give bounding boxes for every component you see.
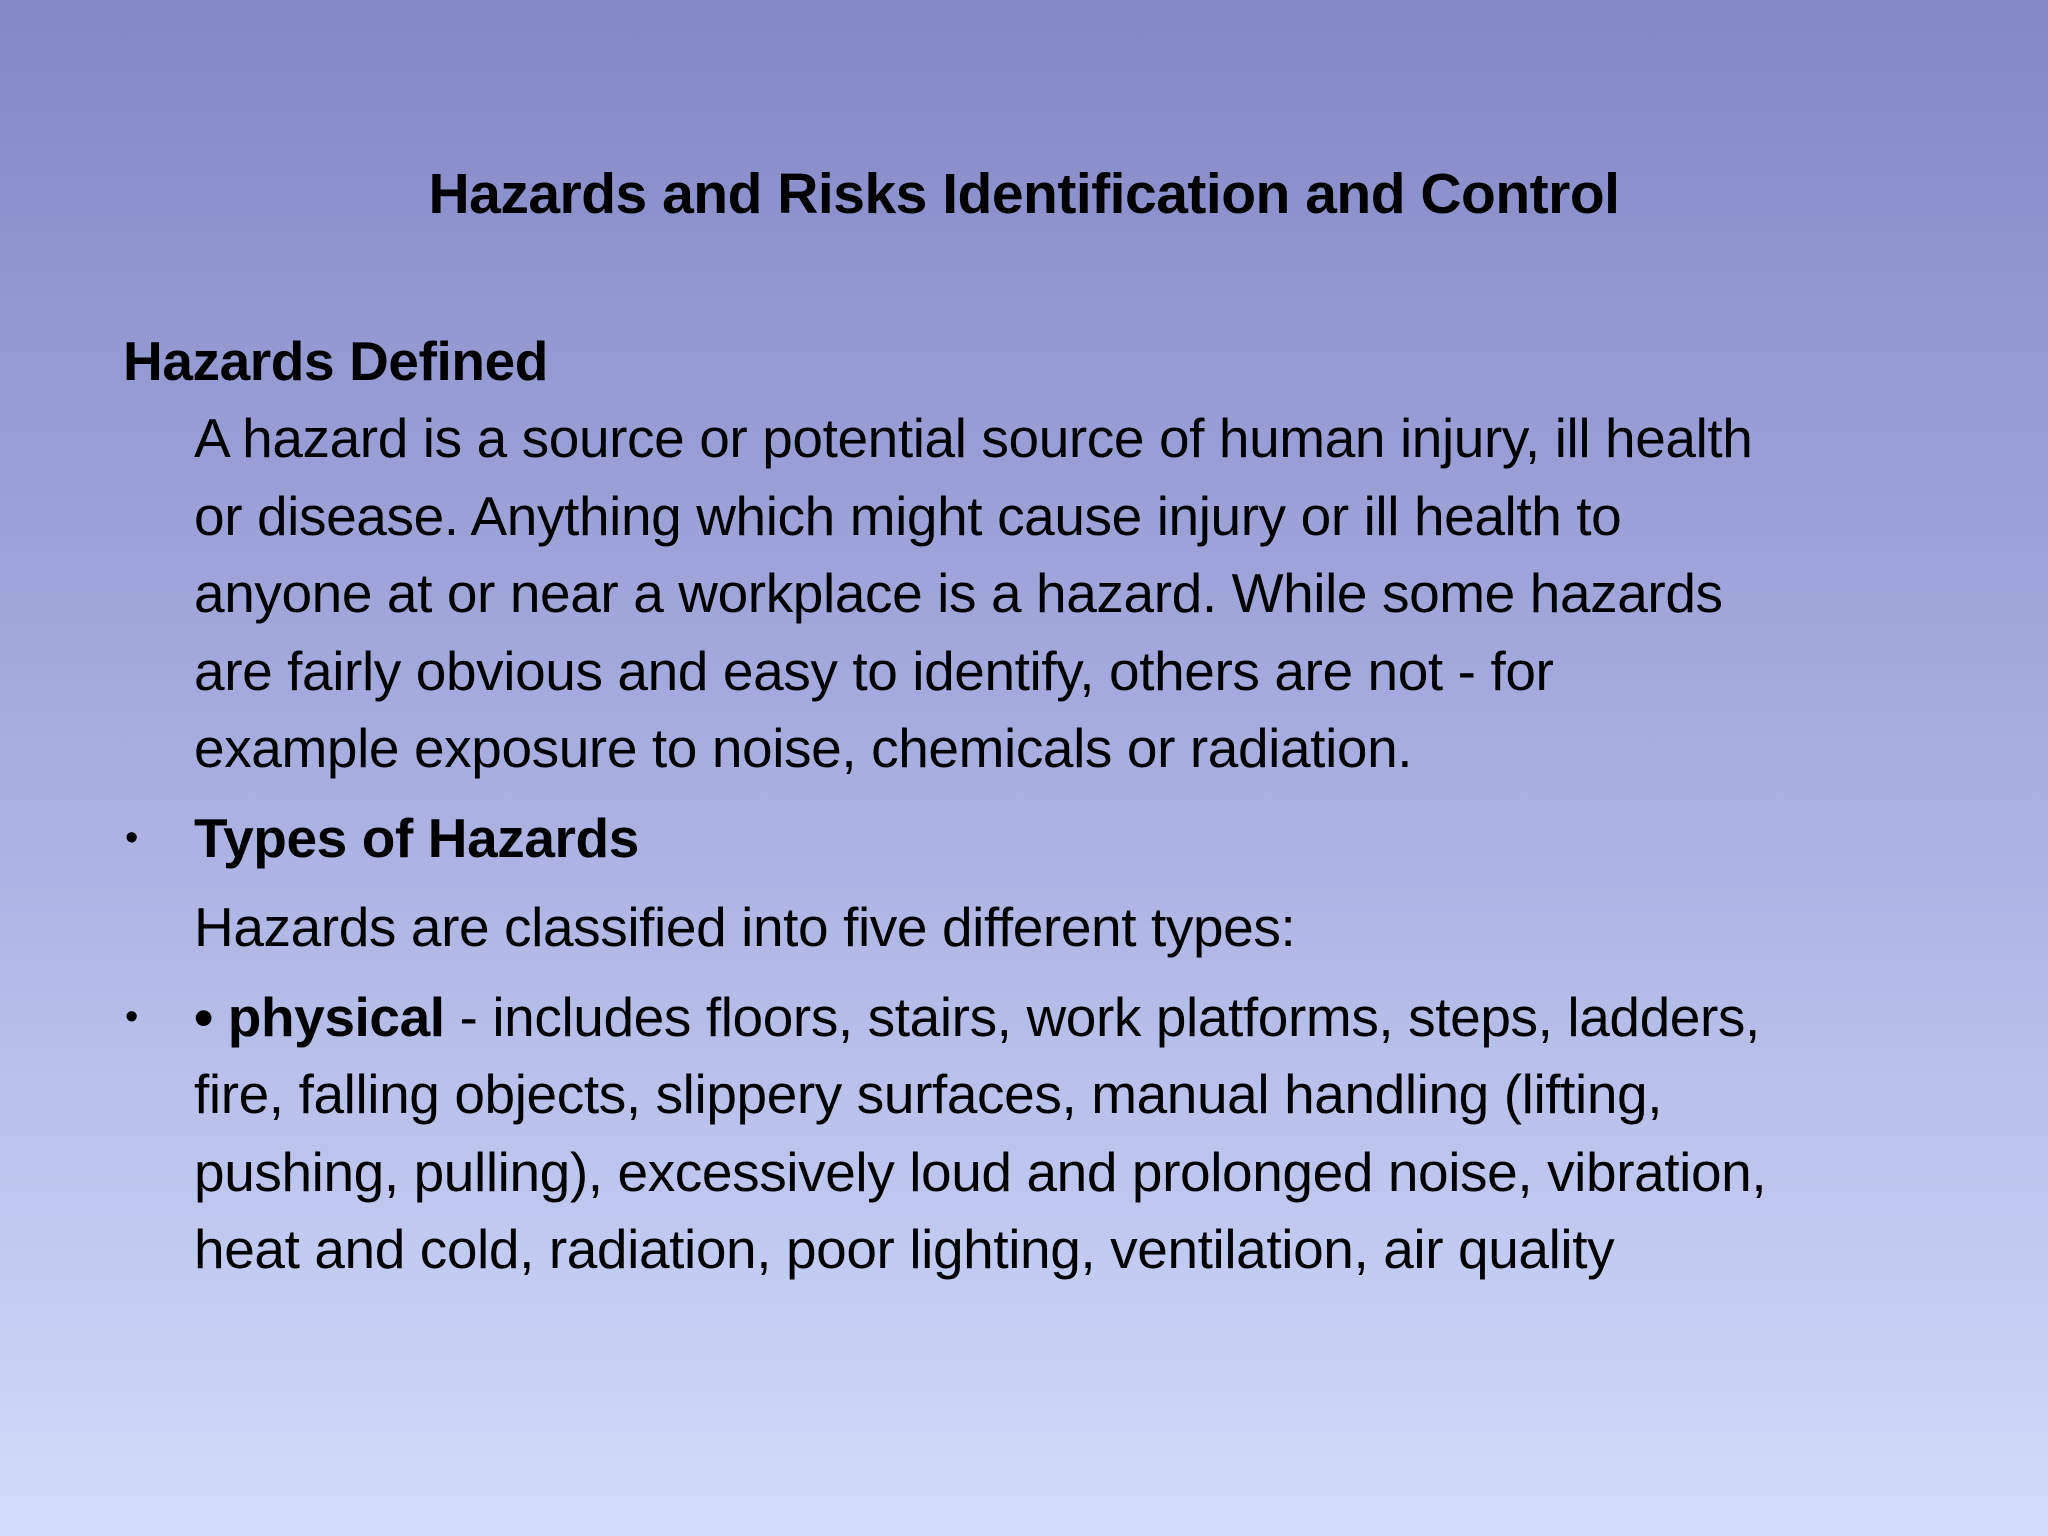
bullet-dot-icon: •: [125, 816, 138, 859]
section-heading-hazards-defined: Hazards Defined: [123, 330, 548, 392]
definition-line: anyone at or near a workplace is a hazard. While some hazards: [194, 562, 1723, 624]
physical-first-line: [194, 979, 1923, 1057]
bullet-dot-icon: •: [125, 995, 138, 1038]
definition-line: are fairly obvious and easy to identify, others are not - for: [194, 639, 1554, 702]
physical-line: - includes floors, stairs, work platforms, steps, ladders,: [444, 985, 1760, 1048]
definition-line: example exposure to noise, chemicals or radiation.: [194, 717, 1413, 779]
physical-line: heat and cold, radiation, poor lighting, ventilation, air quality: [194, 1218, 1615, 1280]
types-heading: Types of Hazards: [194, 806, 639, 869]
physical-line: fire, falling objects, slippery surfaces, manual handling (lifting,: [194, 1063, 1663, 1125]
slide-body: [123, 322, 1923, 1289]
physical-term: physical: [227, 985, 445, 1048]
physical-inline-bullet: •: [194, 985, 213, 1048]
bullet-physical-hazards: [123, 979, 1923, 1289]
types-intro: Hazards are classified into five different types:: [194, 896, 1296, 958]
definition-paragraph: [123, 400, 1923, 788]
definition-line: or disease. Anything which might cause injury or ill health to: [194, 484, 1622, 547]
physical-line: pushing, pulling), excessively loud and prolonged noise, vibration,: [194, 1140, 1767, 1203]
definition-line: A hazard is a source or potential source of human injury, ill health: [194, 407, 1753, 469]
slide-title: Hazards and Risks Identification and Control: [428, 162, 1620, 226]
bullet-types-of-hazards: [123, 800, 1923, 878]
